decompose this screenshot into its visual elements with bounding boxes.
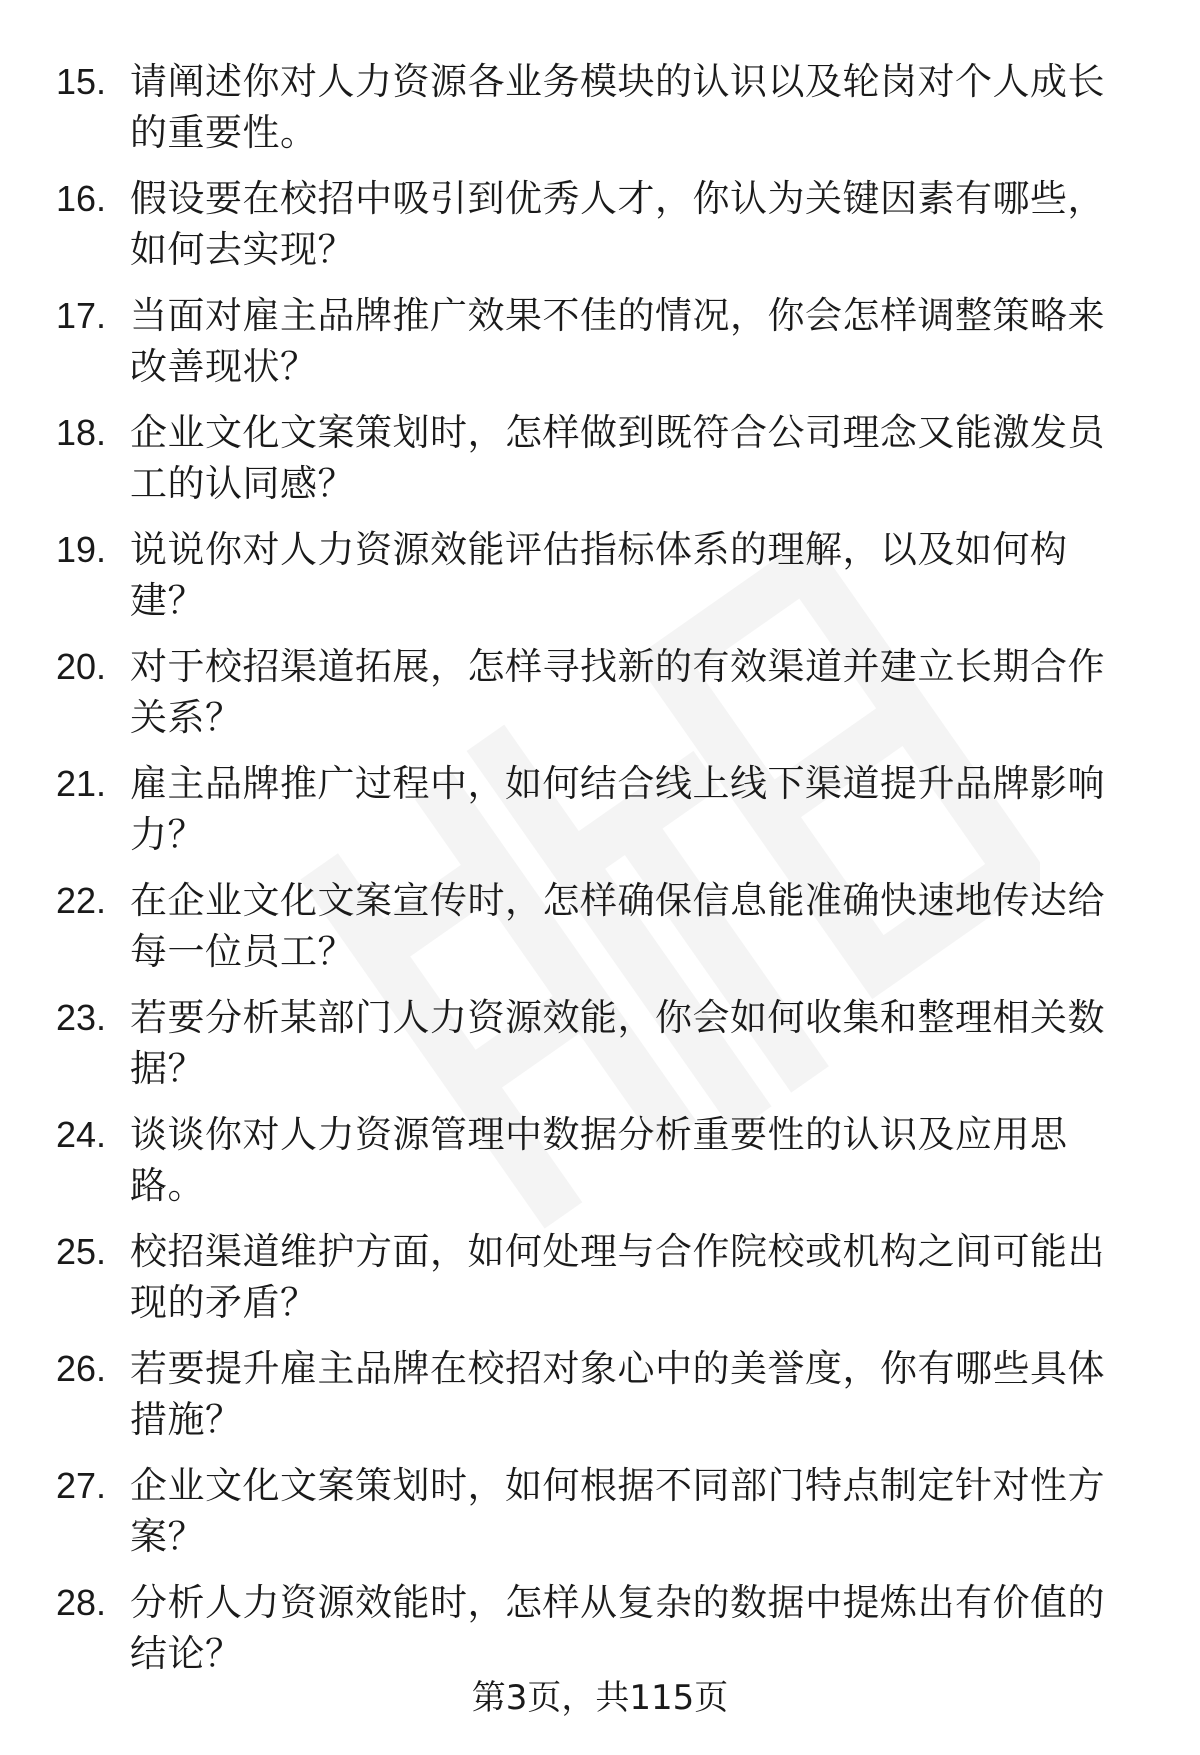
question-number: 25. [56, 1231, 107, 1272]
question-text: 分析人力资源效能时，怎样从复杂的数据中提炼出有价值的结论？ [130, 1581, 1105, 1675]
question-text: 在企业文化文案宣传时，怎样确保信息能准确快速地传达给每一位员工？ [130, 879, 1105, 973]
question-number: 18. [56, 412, 107, 453]
question-text: 校招渠道维护方面，如何处理与合作院校或机构之间可能出现的矛盾？ [130, 1230, 1105, 1324]
list-item [0, 1460, 1200, 1562]
list-item [0, 524, 1200, 626]
page-footer [0, 1676, 1200, 1720]
list-item [0, 290, 1200, 392]
question-text: 企业文化文案策划时，如何根据不同部门特点制定针对性方案？ [130, 1464, 1105, 1558]
question-text: 对于校招渠道拓展，怎样寻找新的有效渠道并建立长期合作关系？ [130, 645, 1105, 739]
question-text: 假设要在校招中吸引到优秀人才，你认为关键因素有哪些，如何去实现？ [130, 177, 1105, 271]
list-item [0, 875, 1200, 977]
question-number: 15. [56, 61, 107, 102]
question-text: 说说你对人力资源效能评估指标体系的理解，以及如何构建？ [130, 528, 1068, 622]
question-number: 16. [56, 178, 107, 219]
question-text: 当面对雇主品牌推广效果不佳的情况，你会怎样调整策略来改善现状？ [130, 294, 1105, 388]
question-text: 请阐述你对人力资源各业务模块的认识以及轮岗对个人成长的重要性。 [130, 60, 1105, 154]
question-text: 若要分析某部门人力资源效能，你会如何收集和整理相关数据？ [130, 996, 1105, 1090]
question-text: 谈谈你对人力资源管理中数据分析重要性的认识及应用思路。 [130, 1113, 1068, 1207]
question-text: 企业文化文案策划时，怎样做到既符合公司理念又能激发员工的认同感？ [130, 411, 1105, 505]
question-number: 21. [56, 763, 107, 804]
question-number: 17. [56, 295, 107, 336]
question-number: 20. [56, 646, 107, 687]
question-number: 26. [56, 1348, 107, 1389]
list-item [0, 1109, 1200, 1211]
list-item [0, 1226, 1200, 1328]
list-item [0, 1343, 1200, 1445]
list-item [0, 56, 1200, 158]
question-number: 28. [56, 1582, 107, 1623]
question-text: 雇主品牌推广过程中，如何结合线上线下渠道提升品牌影响力？ [130, 762, 1105, 856]
question-number: 22. [56, 880, 107, 921]
list-item [0, 992, 1200, 1094]
question-number: 27. [56, 1465, 107, 1506]
list-item [0, 758, 1200, 860]
page-number-label: 第3页，共115页 [471, 1678, 729, 1718]
question-list [0, 56, 1200, 1679]
question-number: 19. [56, 529, 107, 570]
question-number: 24. [56, 1114, 107, 1155]
list-item [0, 1577, 1200, 1679]
list-item [0, 641, 1200, 743]
list-item [0, 173, 1200, 275]
question-number: 23. [56, 997, 107, 1038]
list-item [0, 407, 1200, 509]
question-text: 若要提升雇主品牌在校招对象心中的美誉度，你有哪些具体措施？ [130, 1347, 1105, 1441]
